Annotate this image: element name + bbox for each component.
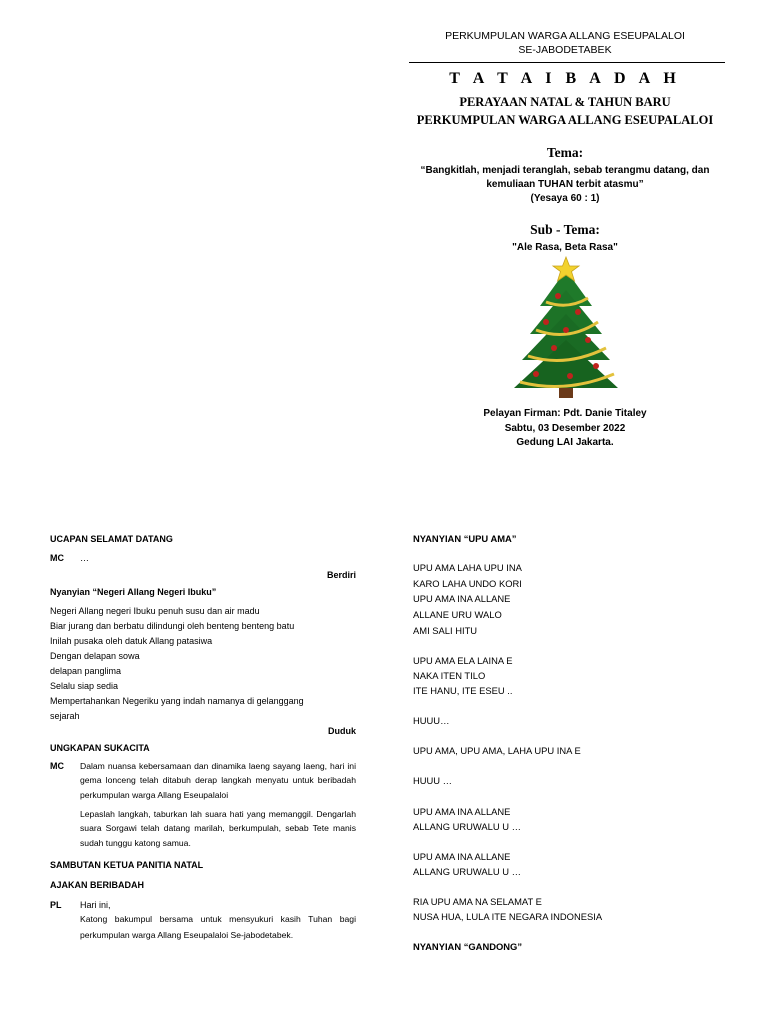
upu-ama-heading: NYANYIAN “UPU AMA” xyxy=(413,533,517,544)
pelayan-firman: Pelayan Firman: Pdt. Danie Titaley xyxy=(483,408,647,419)
pl-line-1: Hari ini, xyxy=(80,900,111,910)
tema-line-1: “Bangkitlah, menjadi teranglah, sebab terangmu datang, dan xyxy=(420,165,710,176)
song-line: Mempertahankan Negeriku yang indah namanya di gelanggang xyxy=(50,696,304,706)
lyric-line: HUUU… xyxy=(413,715,450,726)
pl-paragraph: Katong bakumpul bersama untuk mensyukuri kasih Tuhan bagi perkumpulan warga Allang Eseupalaloi Se-jabodetabek. xyxy=(80,914,356,940)
lyric-line: ALLANE URU WALO xyxy=(413,609,502,620)
lyric-line: UPU AMA INA ALLANE xyxy=(413,806,511,817)
song-line: sejarah xyxy=(50,711,80,721)
sukacita-paragraph-1: Dalam nuansa kebersamaan dan dinamika laeng sayang laeng, hari ini gema lonceng telah ditabuh derap langkah menyatu untuk beribadah perkumpulan warga Allang Eseupalaloi xyxy=(80,761,356,800)
song-line: Biar jurang dan berbatu dilindungi oleh benteng benteng batu xyxy=(50,621,295,631)
lyric-line: NUSA HUA, LULA ITE NEGARA INDONESIA xyxy=(413,911,603,922)
song-line: Negeri Allang negeri Ibuku penuh susu dan air madu xyxy=(50,606,260,616)
sukacita-heading: UNGKAPAN SUKACITA xyxy=(50,743,150,753)
page-title: T A T A I B A D A H xyxy=(449,70,681,87)
service-venue: Gedung LAI Jakarta. xyxy=(516,437,614,448)
tema-line-2: kemuliaan TUHAN terbit atasmu” xyxy=(486,179,644,190)
lyric-line: UPU AMA INA ALLANE xyxy=(413,593,511,604)
lyric-line: AMI SALI HITU xyxy=(413,625,478,636)
mc-text: … xyxy=(80,553,89,563)
sukacita-mc-label: MC xyxy=(50,761,64,771)
lyric-line: KARO LAHA UNDO KORI xyxy=(413,578,522,589)
song-title: Nyanyian “Negeri Allang Negeri Ibuku” xyxy=(50,587,217,597)
song-line: Dengan delapan sowa xyxy=(50,651,140,661)
subtema-heading: Sub - Tema: xyxy=(530,222,600,237)
lyric-line: ALLANG URUWALU U … xyxy=(413,821,522,832)
lyric-line: RIA UPU AMA NA SELAMAT E xyxy=(413,896,542,907)
lyric-line: UPU AMA INA ALLANE xyxy=(413,851,511,862)
subtitle-event: PERAYAAN NATAL & TAHUN BARU xyxy=(459,95,671,109)
service-date: Sabtu, 03 Desember 2022 xyxy=(504,422,626,434)
christmas-tree-icon xyxy=(510,256,622,404)
subtitle-organization: PERKUMPULAN WARGA ALLANG ESEUPALALOI xyxy=(416,113,714,127)
org-line-1: PERKUMPULAN WARGA ALLANG ESEUPALALOI xyxy=(445,30,685,42)
mc-label: MC xyxy=(50,553,64,563)
organization-header xyxy=(405,29,725,57)
ajakan-heading: AJAKAN BERIBADAH xyxy=(50,880,145,890)
tema-text xyxy=(405,164,725,206)
pl-label: PL xyxy=(50,900,62,910)
lyric-line: ALLANG URUWALU U … xyxy=(413,866,522,877)
lyric-line: NAKA ITEN TILO xyxy=(413,670,486,681)
tema-reference: (Yesaya 60 : 1) xyxy=(530,193,600,204)
berdiri-label: Berdiri xyxy=(326,570,356,580)
lyric-line: UPU AMA LAHA UPU INA xyxy=(413,562,522,573)
gandong-heading: NYANYIAN “GANDONG” xyxy=(413,941,523,952)
tema-heading: Tema: xyxy=(546,145,584,160)
welcome-heading: UCAPAN SELAMAT DATANG xyxy=(50,534,173,544)
lyric-line: UPU AMA ELA LAINA E xyxy=(413,655,513,666)
subtema-text: "Ale Rasa, Beta Rasa" xyxy=(512,242,618,253)
service-info xyxy=(405,407,725,451)
sukacita-paragraph-2: Lepaslah langkah, taburkan lah suara hati yang memanggil. Dengarlah suara Sorgawi telah datang marilah, berkumpulah, sebab Tete manis sudah tunggu katong samua. xyxy=(80,809,356,848)
lyric-line: UPU AMA, UPU AMA, LAHA UPU INA E xyxy=(413,745,581,756)
header-divider xyxy=(409,62,725,63)
sambutan-heading: SAMBUTAN KETUA PANITIA NATAL xyxy=(50,860,204,870)
lyric-line: ITE HANU, ITE ESEU .. xyxy=(413,685,513,696)
song-line: delapan panglima xyxy=(50,666,122,676)
song-line: Inilah pusaka oleh datuk Allang patasiwa xyxy=(50,636,213,646)
duduk-label: Duduk xyxy=(328,726,356,736)
song-line: Selalu siap sedia xyxy=(50,681,119,691)
lyric-line: HUUU … xyxy=(413,775,453,786)
org-line-2: SE-JABODETABEK xyxy=(518,44,612,56)
